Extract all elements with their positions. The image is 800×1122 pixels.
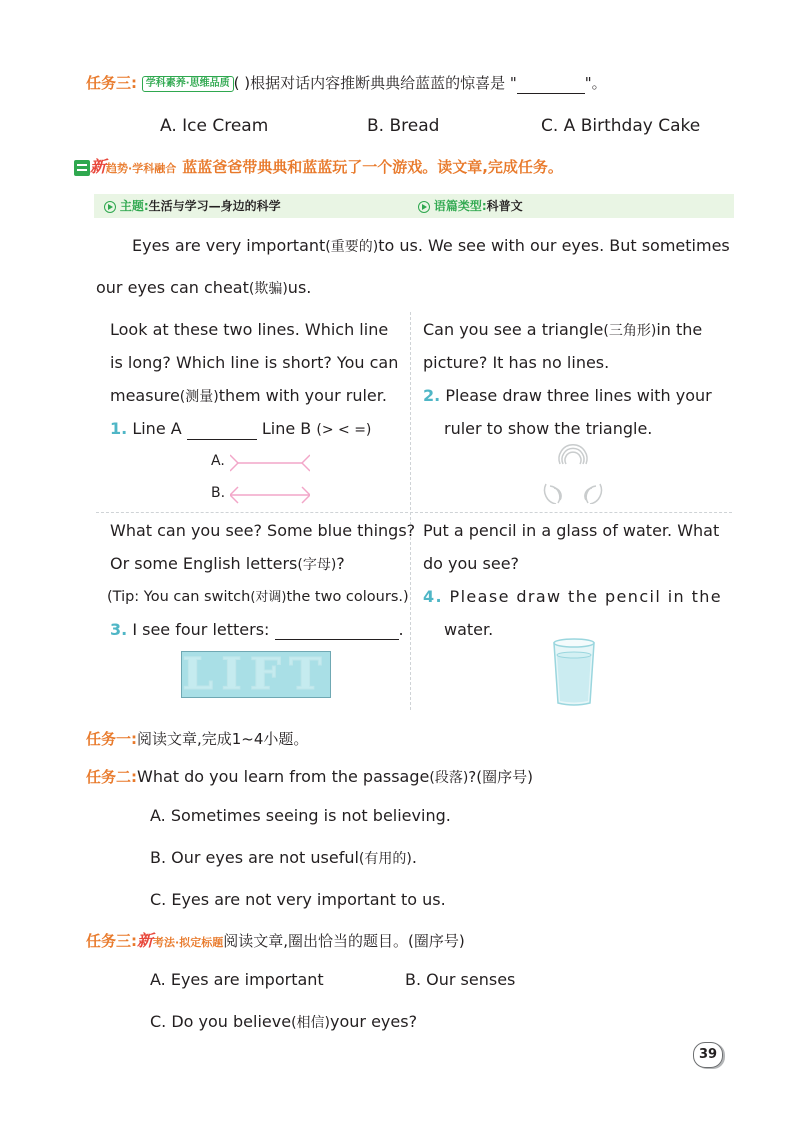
task3-option-a[interactable]: A. Eyes are important <box>150 970 324 989</box>
cell2-line <box>423 320 723 353</box>
question-number: 3. <box>110 620 128 639</box>
cell4-line: Put a pencil in a glass of water. What <box>423 521 720 540</box>
question-2-text: ruler to show the triangle. <box>444 419 653 438</box>
cell1-line: Look at these two lines. Which line <box>110 320 389 339</box>
top-option-a[interactable]: A. Ice Cream <box>160 116 269 136</box>
play-icon <box>104 201 116 213</box>
task2-option-b[interactable] <box>150 848 417 869</box>
new-badge-char: 新 <box>90 157 107 176</box>
intro-text: our eyes can cheat <box>96 278 249 297</box>
task1-text: 阅读文章,完成1~4小题。 <box>137 730 309 748</box>
page-number-badge <box>693 1042 723 1068</box>
illusion-line-a <box>230 452 310 474</box>
top-task-paren: ( ) <box>233 74 251 92</box>
section-header-tag: 趋势·学科融合 <box>106 162 177 175</box>
cell1-text-span: measure <box>110 386 180 405</box>
grid-divider-vertical <box>410 312 411 710</box>
question-number: 4. <box>423 587 444 606</box>
task3-option-c-text: your eyes? <box>330 1012 418 1031</box>
new-badge-icon <box>74 160 90 176</box>
cell1-line: is long? Which line is short? You can <box>110 353 399 372</box>
cell2-text-span: in the <box>656 320 703 339</box>
page-number: 39 <box>698 1047 718 1062</box>
task2-text: ?(圈序号) <box>468 768 533 786</box>
task3-line <box>86 930 465 954</box>
intro-text: Eyes are very important <box>132 236 326 255</box>
intro-text: us. <box>287 278 312 297</box>
cell2-line: picture? It has no lines. <box>423 353 610 372</box>
cell3-line: What can you see? Some blue things? <box>110 521 416 540</box>
intro-line-2 <box>96 278 311 299</box>
question-3-text: I see four letters: <box>132 620 270 639</box>
question-1-hint: (> < =) <box>316 422 372 438</box>
cell2-text-span: Can you see a triangle <box>423 320 604 339</box>
cell4-text <box>423 521 723 653</box>
task2-gloss: (段落) <box>429 770 469 786</box>
task3-text: 阅读文章,圈出恰当的题目。(圈序号) <box>223 932 465 950</box>
cell1-text-span: them with your ruler. <box>218 386 387 405</box>
cell3-text <box>107 521 416 653</box>
top-task-answer-blank[interactable] <box>517 93 585 94</box>
question-number: 1. <box>110 419 128 438</box>
triangle-illusion-icon[interactable] <box>540 442 606 504</box>
hidden-letters-image <box>181 651 331 698</box>
topic-line <box>104 198 281 214</box>
question-3-blank[interactable] <box>275 639 399 640</box>
genre-value: 科普文 <box>486 199 523 213</box>
task3-option-c-gloss: (相信) <box>291 1015 331 1031</box>
task2-option-b-gloss: (有用的) <box>358 851 412 867</box>
top-task-question: 根据对话内容推断典典给蓝蓝的惊喜是 " <box>250 74 517 92</box>
task2-option-b-text: B. Our eyes are not useful <box>150 848 359 867</box>
play-icon <box>418 201 430 213</box>
cell3-text-span: ? <box>336 554 345 573</box>
task3-option-c-text: C. Do you believe <box>150 1012 292 1031</box>
top-task-question-end: "。 <box>584 74 607 92</box>
cell2-gloss: (三角形) <box>603 323 657 339</box>
task3-option-c[interactable] <box>150 1012 417 1033</box>
tip-text: the two colours.) <box>286 589 409 605</box>
line-b-label: B. <box>211 485 226 501</box>
task3-label: 任务三: <box>86 932 137 950</box>
task2-text: What do you learn from the passage <box>137 767 430 786</box>
question-3-end: . <box>398 620 404 639</box>
question-4 <box>423 587 723 620</box>
task1-label: 任务一: <box>86 730 137 748</box>
task3-tag: 考法·拟定标题 <box>153 936 224 949</box>
cell2-text <box>423 320 723 452</box>
intro-text: to us. We see with our eyes. But sometimes <box>378 236 730 255</box>
intro-gloss: (重要的) <box>325 239 379 255</box>
task2-option-a[interactable]: A. Sometimes seeing is not believing. <box>150 806 451 825</box>
tip-text: (Tip: You can switch <box>107 589 251 605</box>
top-task-tag: 学科素养·思维品质 <box>142 76 234 92</box>
question-1-blank[interactable] <box>187 439 257 440</box>
intro-line-1 <box>132 236 730 257</box>
question-1-text: Line B <box>261 419 312 438</box>
cell3-gloss: (字母) <box>297 557 337 573</box>
hidden-letters: LIFT <box>182 651 330 698</box>
task2-option-c[interactable]: C. Eyes are not very important to us. <box>150 890 446 909</box>
cell4-line: do you see? <box>423 554 520 573</box>
cell1-text <box>110 320 405 452</box>
cell1-line <box>110 386 405 419</box>
genre-label: 语篇类型: <box>433 199 487 213</box>
question-2-text: Please draw three lines with your <box>445 386 712 405</box>
question-4-text: water. <box>444 620 494 639</box>
section-header <box>74 156 563 180</box>
tip-gloss: (对调) <box>250 590 287 605</box>
question-2 <box>423 386 723 419</box>
section-header-text: 蓝蓝爸爸带典典和蓝蓝玩了一个游戏。读文章,完成任务。 <box>182 158 563 176</box>
cell1-gloss: (测量) <box>179 389 219 405</box>
question-1 <box>110 419 405 452</box>
task3-option-b[interactable]: B. Our senses <box>405 970 516 989</box>
question-number: 2. <box>423 386 441 405</box>
top-task-line <box>86 72 607 94</box>
task2-line <box>86 766 533 789</box>
task2-label: 任务二: <box>86 768 137 786</box>
grid-divider-horizontal <box>96 512 732 513</box>
question-4-text: Please draw the pencil in the <box>449 587 723 606</box>
question-3 <box>110 620 408 653</box>
topic-label: 主题: <box>119 199 149 213</box>
cell3-tip <box>107 587 408 620</box>
task1-line <box>86 728 308 750</box>
top-task-label: 任务三: <box>86 74 137 92</box>
topic-value: 生活与学习—身边的科学 <box>148 199 281 213</box>
illusion-line-b <box>230 484 310 506</box>
question-1-text: Line A <box>132 419 182 438</box>
glass-of-water-icon[interactable] <box>550 637 598 707</box>
cell3-text-span: Or some English letters <box>110 554 298 573</box>
line-a-label: A. <box>211 453 225 469</box>
intro-gloss: (欺骗) <box>248 281 288 297</box>
task2-option-b-text: . <box>411 848 417 867</box>
genre-line <box>418 198 523 214</box>
task3-new-char: 新 <box>137 931 154 950</box>
cell3-line <box>110 554 408 587</box>
top-option-b[interactable]: B. Bread <box>367 116 440 136</box>
top-option-c[interactable]: C. A Birthday Cake <box>541 116 701 136</box>
